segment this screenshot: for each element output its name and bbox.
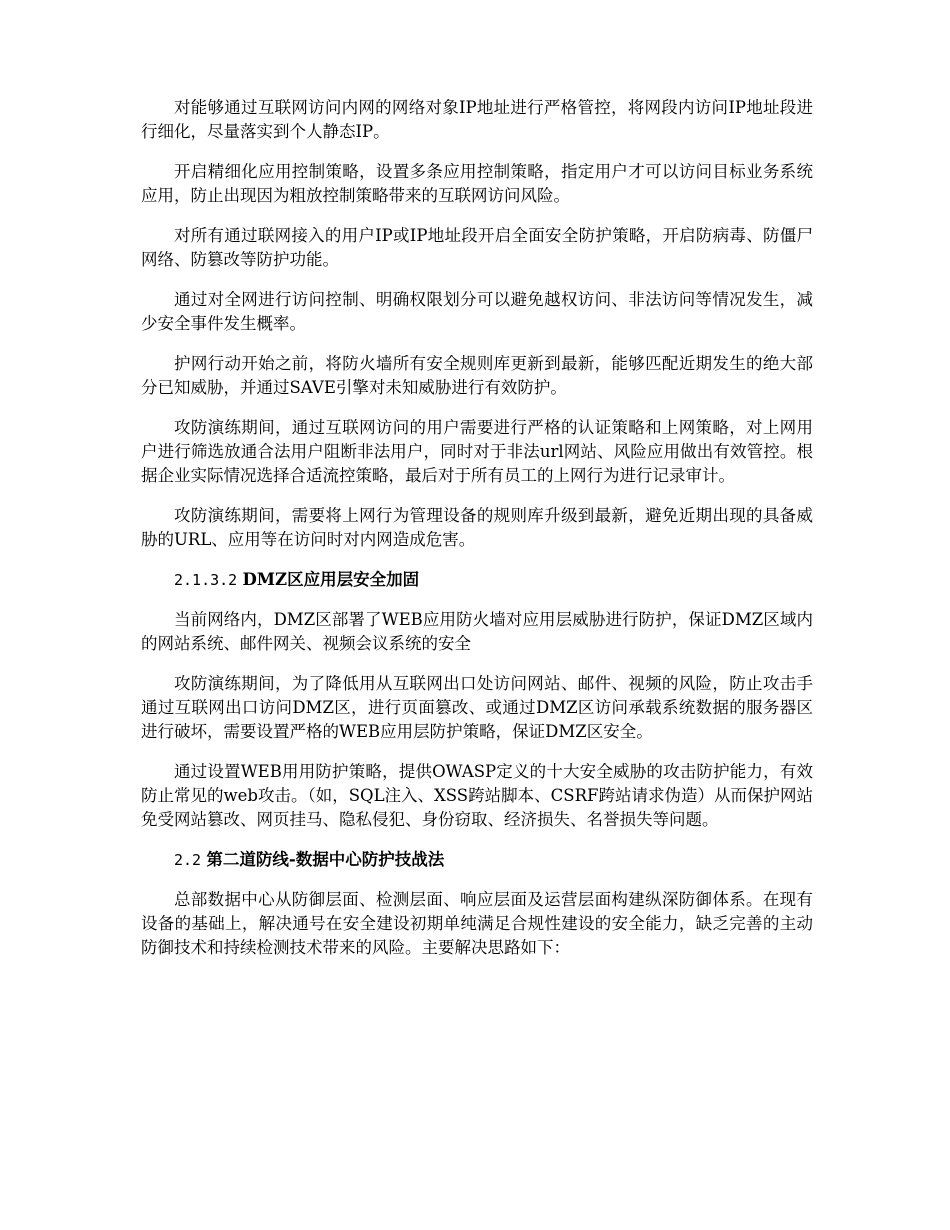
section-title: DMZ区应用层安全加固: [242, 570, 420, 589]
section-number: 2.1.3.2: [174, 571, 238, 589]
paragraph: 攻防演练期间，需要将上网行为管理设备的规则库升级到最新，避免近期出现的具备威胁的URL、应用等在访问时对内网造成危害。: [141, 506, 813, 549]
paragraph: 攻防演练期间，通过互联网访问的用户需要进行严格的认证策略和上网策略，对上网用户进行筛选放通合法用户阻断非法用户，同时对于非法url网站、风险应用做出有效管控。根据企业实际情况选择合适流控策略，最后对于所有员工的上网行为进行记录审计。: [141, 418, 813, 485]
paragraph: 对所有通过联网接入的用户IP或IP地址段开启全面安全防护策略，开启防病毒、防僵尸网络、防篡改等防护功能。: [141, 226, 813, 269]
paragraph: 通过设置WEB用用防护策略，提供OWASP定义的十大安全威胁的攻击防护能力，有效防止常见的web攻击。（如，SQL注入、XSS跨站脚本、CSRF跨站请求伪造）从而保护网站免受网站篡改、网页挂马、隐私侵犯、身份窃取、经济损失、名誉损失等问题。: [141, 762, 813, 829]
paragraph: 总部数据中心从防御层面、检测层面、响应层面及运营层面构建纵深防御体系。在现有设备的基础上，解决通号在安全建设初期单纯满足合规性建设的安全能力，缺乏完善的主动防御技术和持续检测技术带来的风险。主要解决思路如下：: [141, 890, 813, 957]
paragraph: 通过对全网进行访问控制、明确权限划分可以避免越权访问、非法访问等情况发生，减少安全事件发生概率。: [141, 290, 813, 333]
section-heading: [141, 568, 813, 592]
section-number: 2.2: [174, 851, 202, 869]
section-title: 第二道防线-数据中心防护技战法: [206, 850, 445, 869]
paragraph: 护网行动开始之前，将防火墙所有安全规则库更新到最新，能够匹配近期发生的绝大部分已知威胁，并通过SAVE引擎对未知威胁进行有效防护。: [141, 354, 813, 397]
paragraph: 攻防演练期间，为了降低用从互联网出口处访问网站、邮件、视频的风险，防止攻击手通过互联网出口访问DMZ区，进行页面篡改、或通过DMZ区访问承载系统数据的服务器区进行破坏，需要设置严格的WEB应用层防护策略，保证DMZ区安全。: [141, 674, 813, 741]
paragraph: 当前网络内，DMZ区部署了WEB应用防火墙对应用层威胁进行防护，保证DMZ区域内的网站系统、邮件网关、视频会议系统的安全: [141, 610, 813, 653]
paragraph: 开启精细化应用控制策略，设置多条应用控制策略，指定用户才可以访问目标业务系统应用，防止出现因为粗放控制策略带来的互联网访问风险。: [141, 162, 813, 205]
section-heading: [141, 848, 813, 872]
paragraph: 对能够通过互联网访问内网的网络对象IP地址进行严格管控，将网段内访问IP地址段进行细化，尽量落实到个人静态IP。: [141, 98, 813, 141]
document-page: [141, 96, 813, 976]
